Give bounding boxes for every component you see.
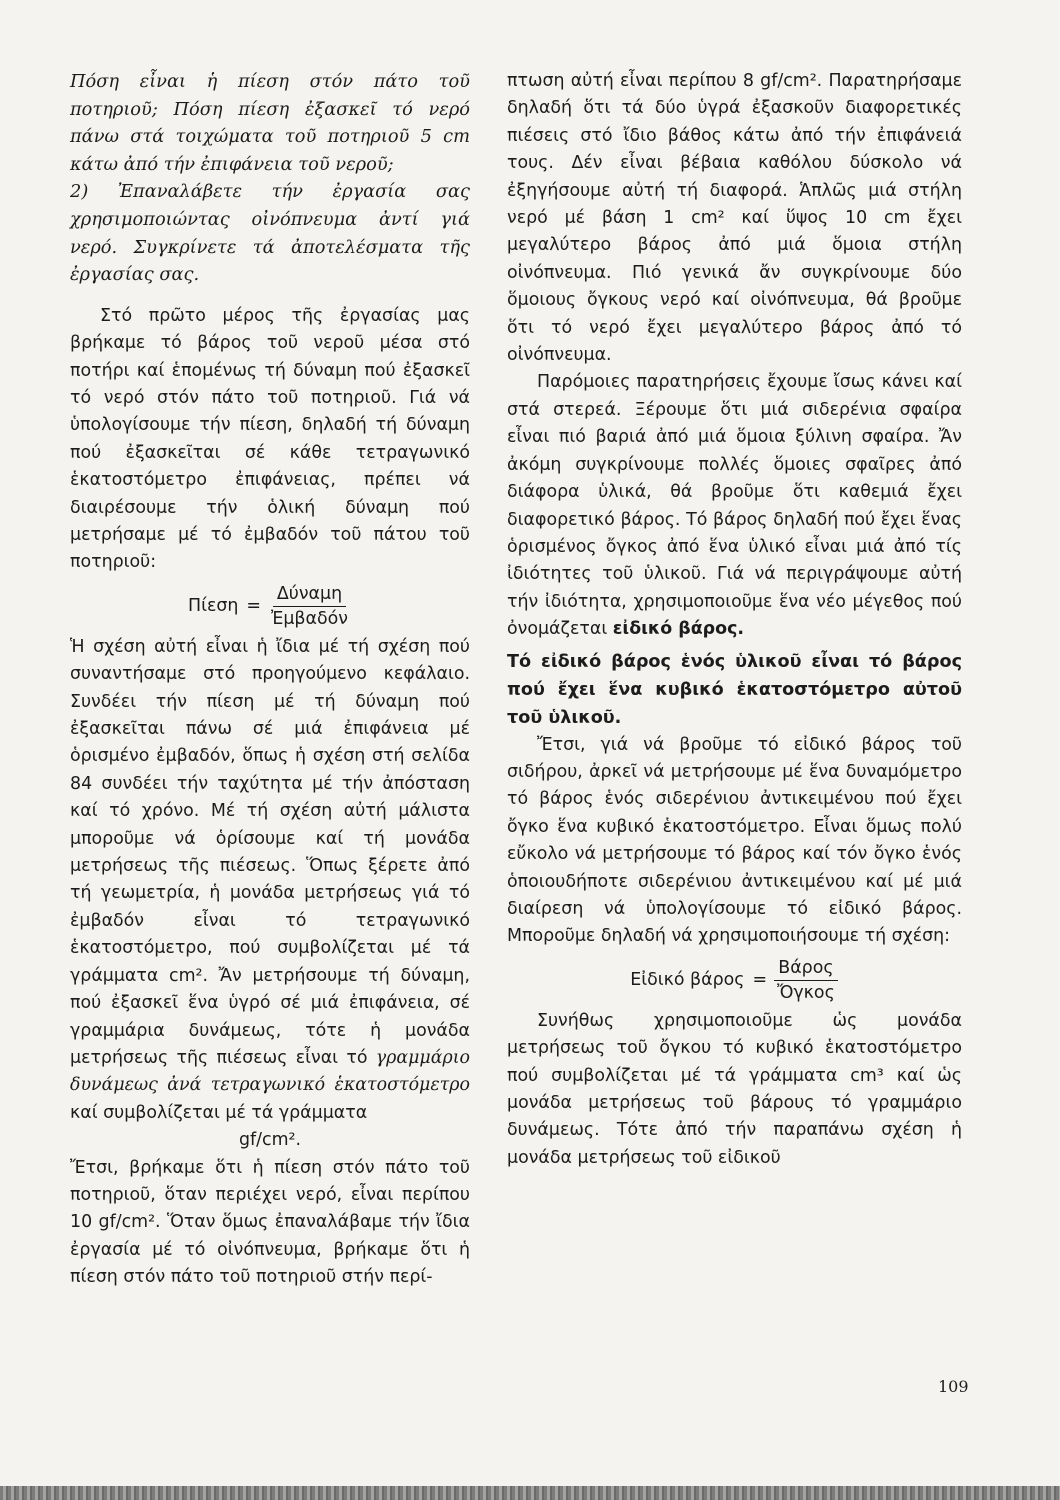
formula-denominator: Ἐμβαδόν: [271, 608, 348, 629]
scan-bottom-edge: [0, 1486, 1060, 1500]
formula-fraction: [773, 957, 839, 1004]
left-column: [70, 68, 470, 1292]
paragraph-units: Συνήθως χρησιμοποιοῦμε ὡς μονάδα μετρήσεως τοῦ ὄγκου τό κυβικό ἑκατοστόμετρο πού συμβολίζεται μέ τά γράμματα cm³ καί ὡς μονάδα μετρήσεως τοῦ βάρους τό γραμμάριο δυνάμεως. Τότε ἀπό τήν παραπάνω σχέση ἡ μονάδα μετρήσεως τοῦ εἰδικοῦ: [507, 1010, 962, 1168]
term-specific-weight: εἰδικό βάρος.: [612, 619, 744, 640]
paragraph-solids: [507, 369, 962, 643]
pressure-formula: [70, 583, 470, 630]
right-column: [507, 68, 962, 1172]
italic-unit-name: γραμμάριο δυνάμεως ἀνά τετραγωνικό ἑκατοστόμετρο: [70, 1047, 470, 1096]
paragraph-continuation: πτωση αὐτή εἶναι περίπου 8 gf/cm². Παρατηρήσαμε δηλαδή ὅτι τά δύο ὑγρά ἐξασκοῦν διαφορετικές πιέσεις στό ἴδιο βάθος κάτω ἀπό τήν ἐπιφάνειά τους. Δέν εἶναι βέβαια καθόλου δύσκολο νά ἐξηγήσουμε αὐτή τή διαφορά. Ἁπλῶς μιά στήλη νερό μέ βάση 1 cm² καί ὕψος 10 cm ἔχει μεγαλύτερο βάρος ἀπό μιά ὅμοια στήλη οἰνόπνευμα. Πιό γενικά ἄν συγκρίνουμε δύο ὅμοιους ὄγκους νερό καί οἰνόπνευμα, θά βροῦμε ὅτι τό νερό ἔχει μεγαλύτερο βάρος ἀπό τό οἰνόπνευμα.: [507, 71, 962, 366]
formula-equals: =: [752, 970, 768, 991]
formula-lhs: Εἰδικό βάρος: [630, 970, 745, 991]
paragraph-pressure-intro: Στό πρῶτο μέρος τῆς ἐργασίας μας βρήκαμε τό βάρος τοῦ νεροῦ μέσα στό ποτήρι καί ἑπομένως τή δύναμη πού ἐξασκεῖ τό νερό στόν πάτο τοῦ ποτηριοῦ. Γιά νά ὑπολογίσουμε τήν πίεση, δηλαδή τή δύναμη πού ἐξασκεῖται σέ κάθε τετραγωνικό ἑκατοστόμετρο ἐπιφάνειας, πρέπει νά διαιρέσουμε τήν ὁλική δύναμη πού μετρήσαμε μέ τό ἐμβαδόν τοῦ πάτου τοῦ ποτηριοῦ:: [70, 305, 470, 573]
paragraph-pressure-result: Ἔτσι, βρήκαμε ὅτι ἡ πίεση στόν πάτο τοῦ ποτηριοῦ, ὅταν περιέχει νερό, εἶναι περίπου 10 gf/cm². Ὅταν ὅμως ἐπαναλάβαμε τήν ἴδια ἐργασία μέ τό οἰνόπνευμα, βρήκαμε ὅτι ἡ πίεση στόν πάτο τοῦ ποτηριοῦ στήν περί-: [70, 1157, 470, 1288]
paragraph-iron-example: Ἔτσι, γιά νά βροῦμε τό εἰδικό βάρος τοῦ σιδήρου, ἀρκεῖ νά μετρήσουμε μέ ἕνα δυναμόμετρο τό βάρος ἑνός σιδερένιου ἀντικειμένου πού ἔχει ὄγκο ἕνα κυβικό ἑκατοστόμετρο. Εἶναι ὅμως πολύ εὔκολο νά μετρήσουμε τό βάρος καί τόν ὄγκο ἑνός ὁποιουδήποτε σιδερένιου ἀντικειμένου καί μέ μιά διαίρεση νά ὑπολογίσουμε τό εἰδικό βάρος. Μποροῦμε δηλαδή νά χρησιμοποιήσουμε τή σχέση:: [507, 734, 962, 947]
paragraph-text-end: καί συμβολίζεται μέ τά γράμματα: [70, 1102, 368, 1123]
formula-numerator: Βάρος: [774, 957, 837, 981]
paragraph-text: Ἡ σχέση αὐτή εἶναι ἡ ἴδια μέ τή σχέση πού συναντήσαμε στό προηγούμενο κεφάλαιο. Συνδέει τήν πίεση μέ τή δύναμη πού ἐξασκεῖται πάνω σέ μιά ἐπιφάνεια μέ ὁρισμένο ἐμβαδόν, ὅπως ἡ σχέση στή σελίδα 84 συνδέει τήν ταχύτητα μέ τήν ἀπόσταση καί τό χρόνο. Μέ τή σχέση αὐτή μάλιστα μποροῦμε νά ὁρίσουμε καί τή μονάδα μετρήσεως τῆς πιέσεως. Ὅπως ξέρετε ἀπό τή γεωμετρία, ἡ μονάδα μετρήσεως γιά τό ἐμβαδόν εἶναι τό τετραγωνικό ἑκατοστόμετρο, πού συμβολίζεται μέ τά γράμματα cm². Ἄν μετρήσουμε τή δύναμη, πού ἐξασκεῖ ἕνα ὑγρό σέ μιά ἐπιφάνεια, σέ γραμμάρια δυνάμεως, τότε ἡ μονάδα μετρήσεως τῆς πιέσεως εἶναι τό: [70, 636, 470, 1068]
formula-fraction: [267, 583, 352, 630]
specific-weight-formula: [507, 957, 962, 1004]
formula-lhs: Πίεση: [188, 596, 239, 617]
formula-numerator: Δύναμη: [273, 583, 346, 607]
formula-denominator: Ὄγκος: [777, 982, 835, 1003]
paragraph-text: Παρόμοιες παρατηρήσεις ἔχουμε ἴσως κάνει καί στά στερεά. Ξέρουμε ὅτι μιά σιδερένια σφαίρα εἶναι πιό βαριά ἀπό μιά ὅμοια ξύλινη σφαίρα. Ἄν ἀκόμη συγκρίνουμε πολλές ὅμοιες σφαῖρες ἀπό διάφορα ὑλικά, θά βροῦμε ὅτι καθεμιά ἔχει διαφορετικό βάρος. Τό βάρος δηλαδή πού ἔχει ἕνας ὁρισμένος ὄγκος ἀπό ἕνα ὑλικό εἶναι μιά ἀπό τίς ἰδιότητες τοῦ ὑλικοῦ. Γιά νά περιγράψουμε αὐτή τήν ἰδιότητα, χρησιμοποιοῦμε ἕνα νέο μέγεθος πού ὀνομάζεται: [507, 372, 962, 640]
page-number: 109: [938, 1377, 969, 1396]
exercise-questions: Πόση εἶναι ἡ πίεση στόν πάτο τοῦ ποτηριοῦ; Πόση πίεση ἐξασκεῖ τό νερό πάνω στά τοιχώματα τοῦ ποτηριοῦ 5 cm κάτω ἀπό τήν ἐπιφάνεια τοῦ νεροῦ;: [70, 71, 470, 175]
paragraph-pressure-unit: [70, 634, 470, 1127]
exercise-task-2: 2) Ἐπαναλάβετε τήν ἐργασία σας χρησιμοποιώντας οἰνόπνευμα ἀντί γιά νερό. Συγκρίνετε τά ἀποτελέσματα τῆς ἐργασίας σας.: [70, 181, 470, 286]
definition-specific-weight: Τό εἰδικό βάρος ἑνός ὑλικοῦ εἶναι τό βάρος πού ἔχει ἕνα κυβικό ἑκατοστόμετρο αὐτοῦ τοῦ ὑλικοῦ.: [507, 651, 962, 728]
unit-symbol: gf/cm².: [238, 1130, 302, 1151]
formula-equals: =: [246, 596, 261, 617]
